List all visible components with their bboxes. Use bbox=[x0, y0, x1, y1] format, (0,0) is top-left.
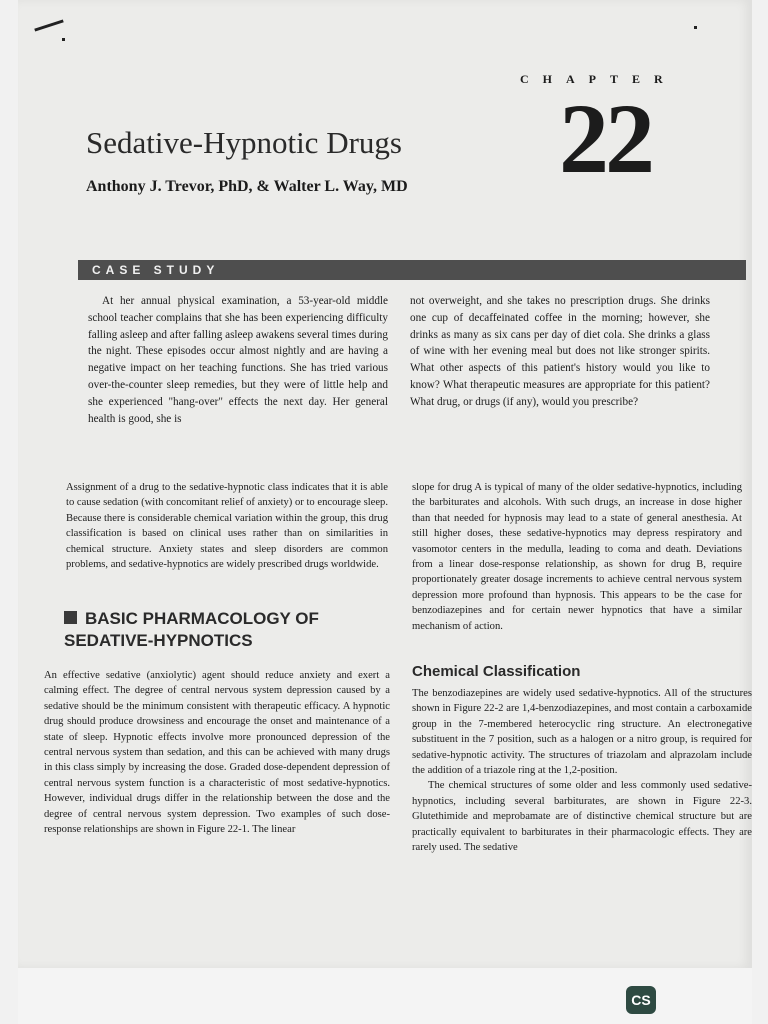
authors: Anthony J. Trevor, PhD, & Walter L. Way, MD bbox=[86, 178, 408, 195]
punch-mark bbox=[694, 26, 697, 29]
chapter-label: CHAPTER bbox=[520, 72, 677, 86]
subsection-heading: Chemical Classification bbox=[412, 663, 581, 680]
section-heading bbox=[64, 608, 394, 652]
section-square-icon bbox=[64, 611, 77, 624]
case-study-label: CASE STUDY bbox=[92, 263, 220, 277]
chapter-number: 22 bbox=[559, 83, 651, 194]
intro-paragraph: Assignment of a drug to the sedative-hypnotic class indicates that it is able to cause sedation (with concomitant relief of anxiety) or to encourage sleep. Because there is considerable chemical variation within the group, this drug classification is based on clinical uses rather than on similarities in chemical structure. Anxiety states and sleep disorders are common problems, and sedative-hypnotics are widely prescribed drugs worldwide. bbox=[66, 482, 388, 571]
punch-mark bbox=[62, 38, 65, 41]
case-study-left-column: At her annual physical examination, a 53-year-old middle school teacher complains that she has been experiencing difficulty falling asleep and after falling asleep awakens several times during the night. These episodes occur almost nightly and are having a negative impact on her teaching functions. She has tried various over-the-counter sleep remedies, but they were of little help and she experienced "hang-over" effects the next day. Her general health is good, she is bbox=[88, 295, 388, 425]
left-column-body: An effective sedative (anxiolytic) agent should reduce anxiety and exert a calming effect. The degree of central nervous system depression caused by a sedative should be the minimum consistent with therapeutic efficacy. A hypnotic drug should produce drowsiness and encourage the onset and maintenance of a state of sleep. Hypnotic effects involve more pronounced depression of the central nervous system than sedation, and this can be achieved with many drugs in this class simply by increasing the dose. Graded dose-dependent depression of central nervous system function is a characteristic of most sedative-hypnotics. However, individual drugs differ in the relationship between the dose and the degree of central nervous system depression. Two examples of such dose-response relationships are shown in Figure 22-1. The linear bbox=[44, 670, 390, 836]
page-title: Sedative-Hypnotic Drugs bbox=[86, 125, 402, 160]
paragraph: The chemical structures of some older and less commonly used sedative-hypnotics, including several barbiturates, are shown in Figure 22-3. Glutethimide and meprobamate are of distinctive chemical structure but are practically equivalent to barbiturates in their pharmacologic effects. They are rarely used. The sedative bbox=[412, 780, 752, 854]
paragraph: The benzodiazepines are widely used sedative-hypnotics. All of the structures shown in Figure 22-2 are 1,4-benzodiazepines, and most contain a carboxamide group in the 7-membered heterocyclic ring structure. An electronegative substituent in the 7 position, such as a halogen or a nitro group, is required for sedative-hypnotic activity. The structures of triazolam and alprazolam include the addition of a triazole ring at the 1,2-position. bbox=[412, 688, 752, 777]
right-column-paragraph: slope for drug A is typical of many of the older sedative-hypnotics, including the barbiturates and alcohols. With such drugs, an increase in dose higher than that needed for hypnosis may lead to a state of general anesthesia. At still higher doses, these sedative-hypnotics may depress respiratory and vasomotor centers in the medulla, leading to coma and death. Deviations from a linear dose-response relationship, as shown for drug B, require proportionately greater dosage increments to achieve central nervous system depression more profound than hypnosis. This appears to be the case for benzodiazepines and for certain newer hypnotics that have a similar mechanism of action. bbox=[412, 482, 742, 632]
right-column-body bbox=[412, 686, 752, 855]
scanner-logo-badge[interactable]: CS bbox=[626, 986, 656, 1014]
case-study-right-column: not overweight, and she takes no prescription drugs. She drinks one cup of decaffeinated coffee in the morning; however, she drinks as many as six cans per day of diet cola. She drinks a glass of wine with her evening meal but does not like stronger spirits. What other aspects of this patient's history would you like to know? What therapeutic measures are appropriate for this patient? What drug, or drugs (if any), would you prescribe? bbox=[410, 295, 710, 408]
section-heading-text: BASIC PHARMACOLOGY OF SEDATIVE-HYPNOTICS bbox=[64, 609, 319, 650]
